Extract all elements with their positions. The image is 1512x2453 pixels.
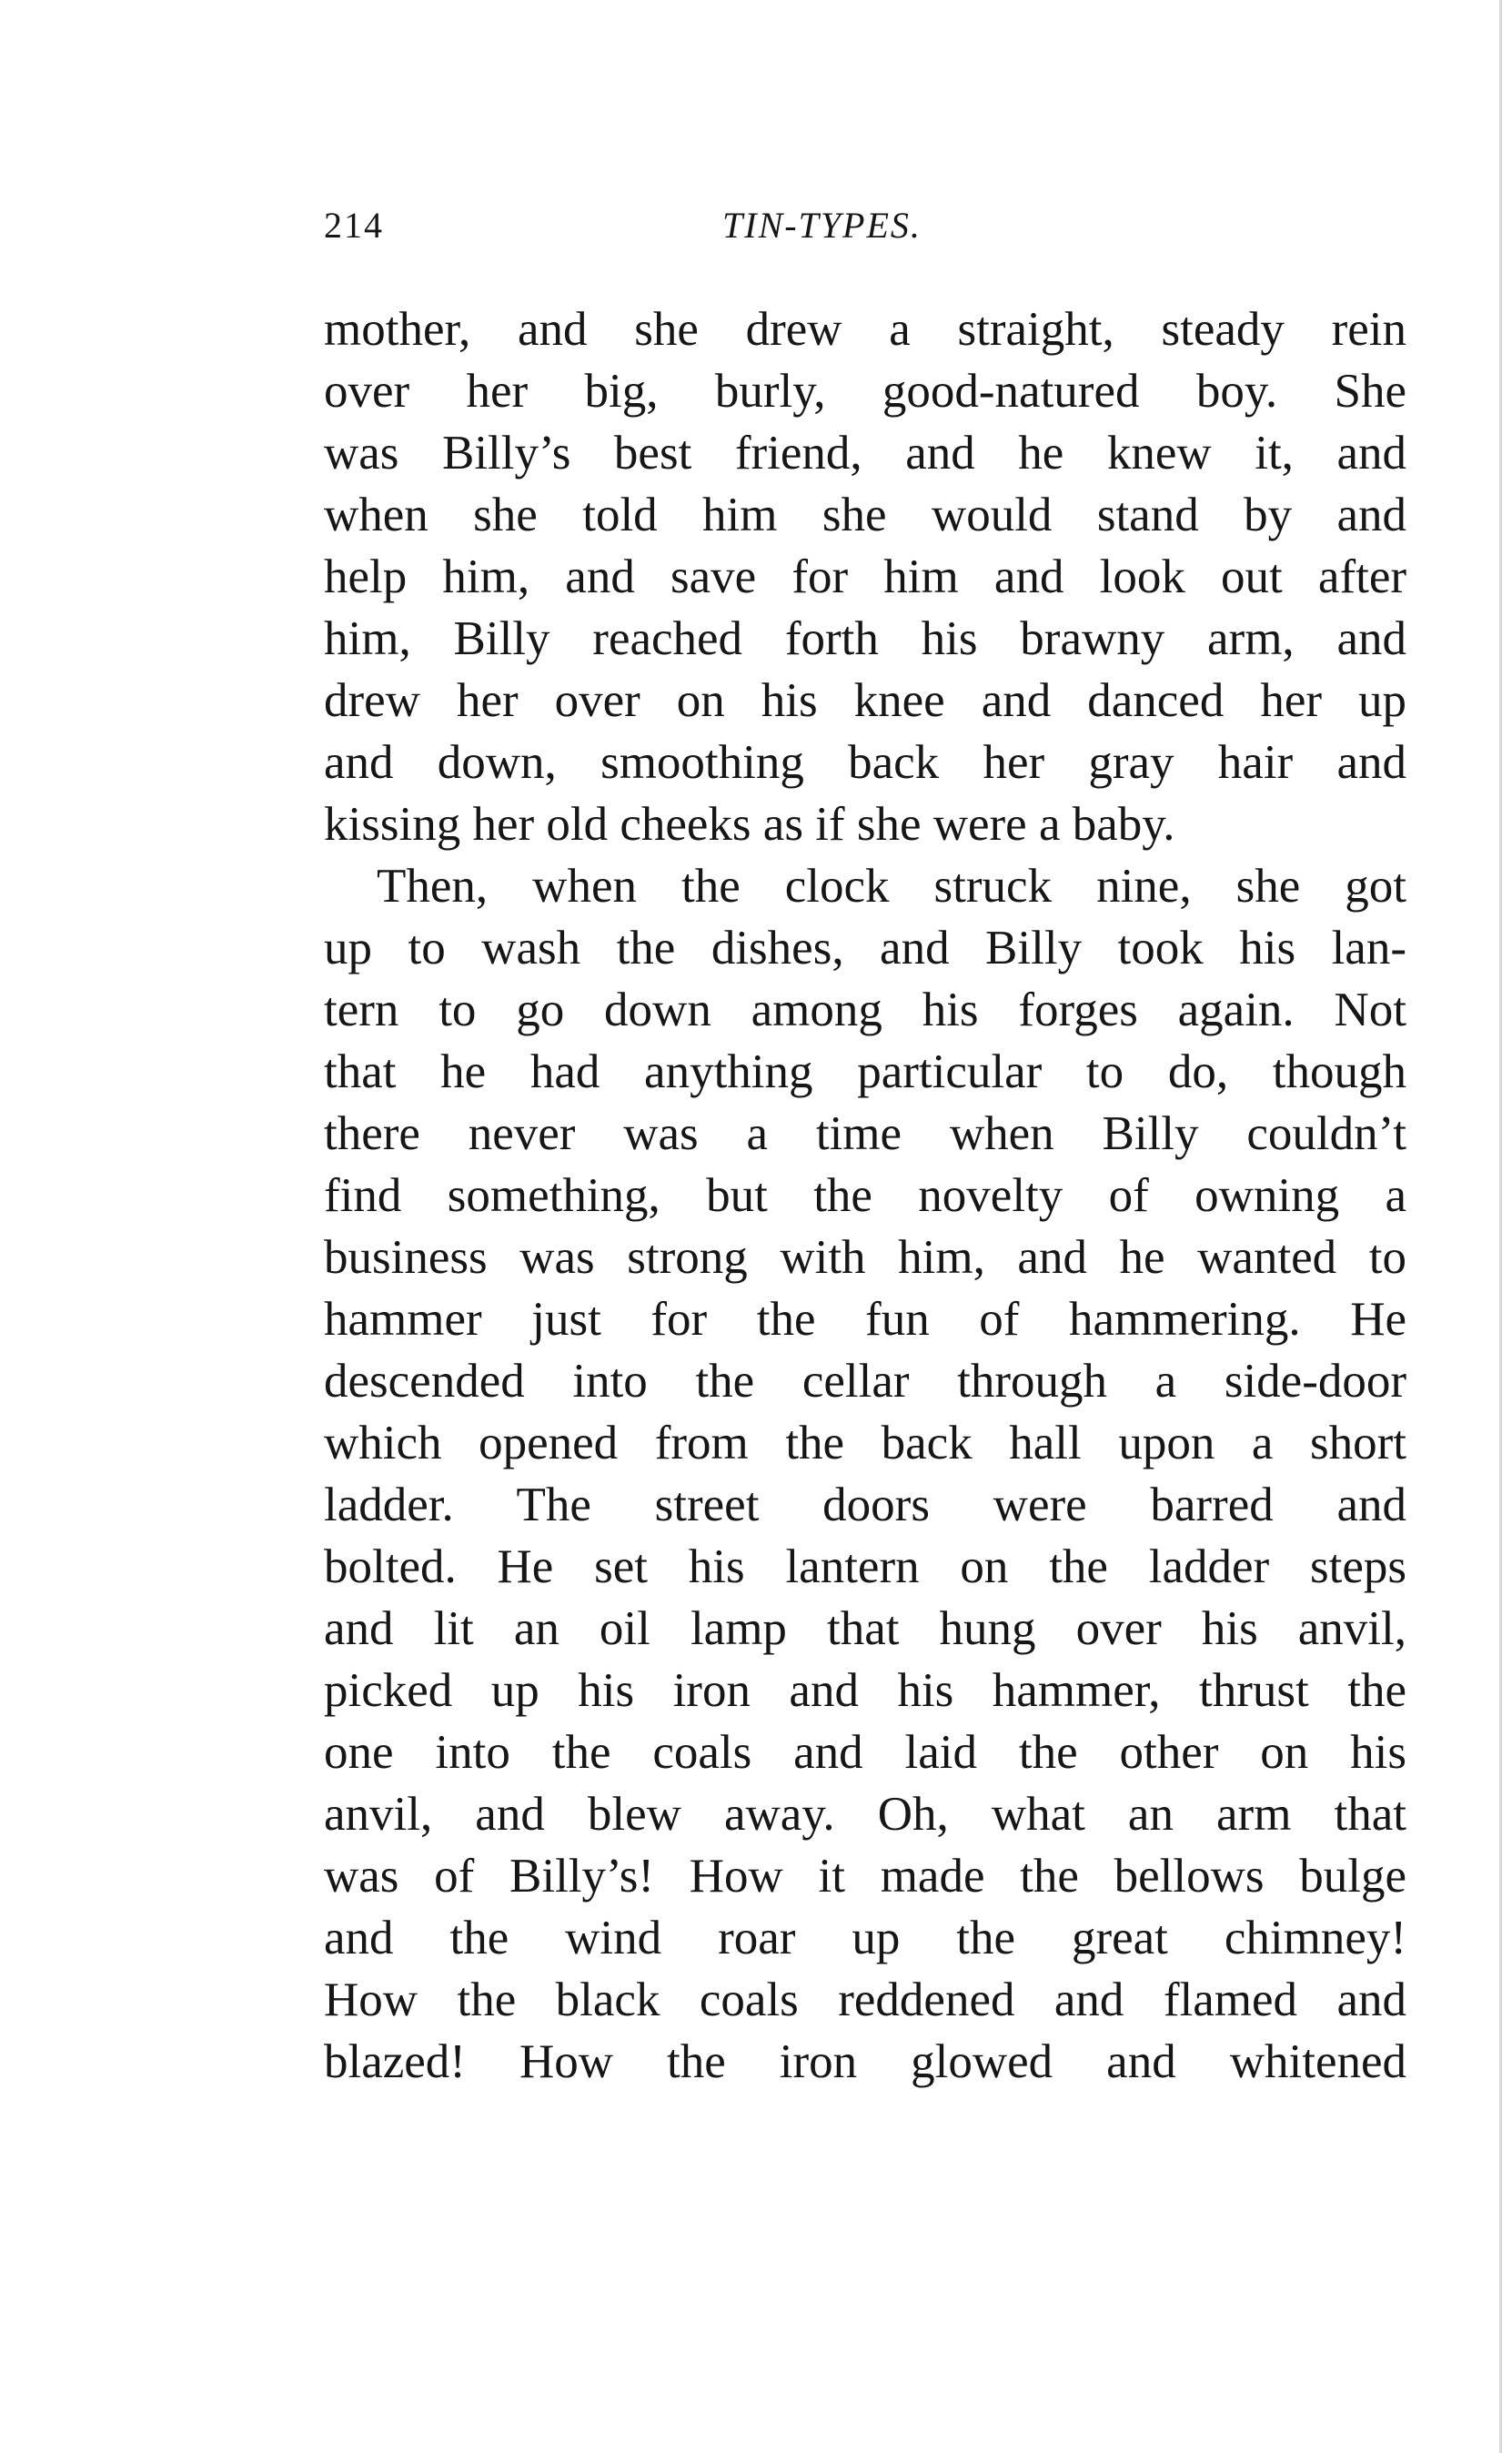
text-line: How the black coals reddened and flamed and <box>324 1974 1406 2026</box>
text-line: that he had anything particular to do, though <box>324 1045 1406 1098</box>
text-line: picked up his iron and his hammer, thrust the <box>324 1664 1406 1717</box>
text-line: was of Billy’s! How it made the bellows bulge <box>324 1850 1406 1903</box>
text-line: business was strong with him, and he wanted to <box>324 1231 1406 1284</box>
text-line: over her big, burly, good-natured boy. She <box>324 365 1406 418</box>
text-line: anvil, and blew away. Oh, what an arm that <box>324 1788 1406 1841</box>
paragraph-end-line: kissing her old cheeks as if she were a baby. <box>324 798 1175 851</box>
scan-edge-line <box>1499 0 1502 2453</box>
text-line: hammer just for the fun of hammering. He <box>324 1293 1406 1346</box>
text-line: when she told him she would stand by and <box>324 489 1406 541</box>
page-number: 214 <box>324 205 384 246</box>
text-line: drew her over on his knee and danced her up <box>324 674 1406 727</box>
text-line: bolted. He set his lantern on the ladder steps <box>324 1540 1406 1593</box>
text-line: mother, and she drew a straight, steady rein <box>324 303 1406 356</box>
running-title: TIN-TYPES. <box>722 205 922 246</box>
text-line: find something, but the novelty of owning a <box>324 1169 1406 1222</box>
running-header <box>324 198 1406 253</box>
text-line: ladder. The street doors were barred and <box>324 1479 1406 1531</box>
text-line: blazed! How the iron glowed and whitened <box>324 2035 1406 2088</box>
text-line: was Billy’s best friend, and he knew it, and <box>324 427 1406 479</box>
text-line: one into the coals and laid the other on his <box>324 1726 1406 1779</box>
text-line: help him, and save for him and look out after <box>324 550 1406 603</box>
text-line: and the wind roar up the great chimney! <box>324 1912 1406 1964</box>
text-line: which opened from the back hall upon a short <box>324 1417 1406 1469</box>
text-line: up to wash the dishes, and Billy took his lan- <box>324 922 1406 974</box>
text-line: and down, smoothing back her gray hair and <box>324 736 1406 789</box>
text-line: and lit an oil lamp that hung over his anvil, <box>324 1602 1406 1655</box>
paragraph-first-line: Then, when the clock struck nine, she got <box>377 860 1406 913</box>
text-line: him, Billy reached forth his brawny arm, and <box>324 612 1406 665</box>
text-line: there never was a time when Billy couldn’t <box>324 1107 1406 1160</box>
text-line: descended into the cellar through a side-door <box>324 1355 1406 1408</box>
text-line: tern to go down among his forges again. Not <box>324 984 1406 1036</box>
body-text <box>324 298 1406 2093</box>
